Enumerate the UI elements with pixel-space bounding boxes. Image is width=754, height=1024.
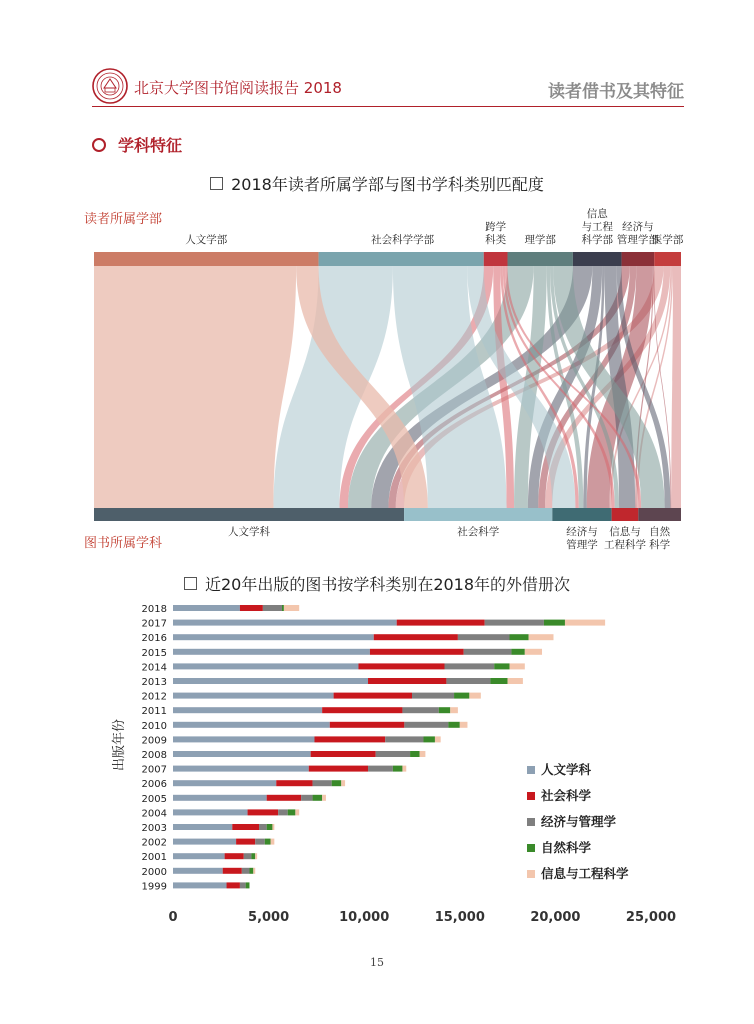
sankey-flows (94, 266, 681, 508)
bar-segment (511, 649, 524, 655)
bar-segment (485, 620, 544, 626)
bar-segment (402, 766, 406, 772)
bar-segment (529, 634, 554, 640)
bar-segment (248, 809, 279, 815)
sankey-top-label: 跨学 科类 (485, 221, 507, 246)
bar-segment (295, 809, 299, 815)
bar-segment (173, 751, 311, 757)
bar-segment (494, 663, 509, 669)
bar-segment (259, 824, 267, 830)
y-tick-label: 2000 (141, 866, 167, 878)
bar-segment (374, 634, 458, 640)
sankey-bottom-node (612, 508, 639, 521)
sankey-top-node (622, 252, 655, 266)
bar-segment (284, 605, 299, 611)
y-tick-label: 2016 (141, 633, 167, 645)
sankey-top-label: 社会科学学部 (371, 234, 435, 246)
x-tick-label: 25,000 (625, 910, 677, 925)
bar-segment (267, 824, 273, 830)
y-axis-title: 出版年份 (112, 718, 127, 772)
bar-segment (225, 853, 244, 859)
bar-segment (510, 634, 529, 640)
sankey-bottom-node (94, 508, 404, 521)
bar-segment (240, 882, 246, 888)
sankey-bottom-label: 社会科学 (457, 526, 500, 538)
sankey-top-node (94, 252, 319, 266)
y-tick-label: 2003 (141, 823, 167, 834)
bar-segment (267, 795, 301, 801)
y-tick-label: 2001 (141, 852, 167, 864)
checkbox-square-icon (184, 577, 197, 590)
y-tick-label: 2018 (141, 604, 167, 615)
bar-segment (385, 736, 423, 742)
x-tick-label: 20,000 (530, 910, 581, 925)
x-tick-label: 15,000 (434, 910, 485, 925)
bar-segment (173, 707, 322, 713)
bar-segment (404, 722, 448, 728)
sankey-title: 2018年读者所属学部与图书学科类别匹配度 (231, 175, 544, 194)
sankey-top-node (319, 252, 484, 266)
bar-segment (173, 634, 374, 640)
bar-segment (255, 853, 257, 859)
bar-segment (223, 868, 242, 874)
bar-segment (370, 649, 464, 655)
y-tick-label: 2004 (141, 808, 167, 820)
x-tick-label: 0 (168, 910, 178, 925)
sankey-top-label: 经济与 管理学部 (616, 221, 659, 246)
bar-segment (368, 678, 446, 684)
legend-swatch (527, 818, 535, 826)
bar-segment (458, 634, 510, 640)
bar-segment (282, 605, 284, 611)
y-tick-label: 1999 (141, 881, 167, 893)
legend-label: 社会科学 (541, 788, 592, 803)
bar-segment (313, 780, 332, 786)
bar-segment (322, 707, 402, 713)
sankey-top-label: 理学部 (524, 234, 556, 246)
bar-segment (173, 620, 397, 626)
sankey-top-label: 医学部 (651, 234, 684, 246)
bar-segment (173, 693, 334, 699)
bar-segment (173, 795, 267, 801)
bar-segment (454, 693, 469, 699)
sankey-bottom-axis-label: 图书所属学科 (84, 536, 163, 551)
bar-segment (232, 824, 259, 830)
bar-segment (265, 839, 271, 845)
bar-segment (255, 839, 265, 845)
bar-segment (173, 663, 358, 669)
sankey-top-node (484, 252, 508, 266)
bar-segment (313, 795, 323, 801)
bar-segment (397, 620, 485, 626)
bar-segment (544, 620, 565, 626)
bar-title-row (0, 572, 754, 595)
sankey-top-node (654, 252, 681, 266)
bar-segment (490, 678, 507, 684)
bar-chart-title: 近20年出版的图书按学科类别在2018年的外借册次 (204, 575, 571, 594)
bar-segment (311, 751, 376, 757)
bar-segment (227, 882, 240, 888)
bar-segment (358, 663, 444, 669)
bar-segment (173, 649, 370, 655)
bar-segment (314, 736, 385, 742)
legend-label: 自然科学 (541, 840, 592, 855)
y-tick-label: 2006 (141, 779, 167, 791)
bar-segment (410, 751, 420, 757)
bar-segment (330, 722, 405, 728)
bar-segment (246, 882, 250, 888)
bar-segment (263, 605, 282, 611)
bar-segment (402, 707, 438, 713)
bar-segment (508, 678, 523, 684)
bar-segment (251, 853, 255, 859)
bar-segment (173, 780, 276, 786)
y-tick-label: 2015 (141, 647, 167, 659)
bar-segment (278, 809, 288, 815)
bar-segment (420, 751, 426, 757)
bar-segment (309, 766, 368, 772)
sankey-flow (671, 266, 681, 508)
bar-segment (173, 605, 240, 611)
bar-segment (173, 853, 225, 859)
bar-segment (412, 693, 454, 699)
y-tick-label: 2007 (141, 764, 167, 776)
bar-segment (272, 824, 274, 830)
bar-segment (322, 795, 326, 801)
bar-segment (271, 839, 275, 845)
y-tick-label: 2010 (141, 720, 167, 732)
sankey-bottom-label: 人文学科 (228, 526, 271, 538)
bar-segment (448, 722, 459, 728)
bar-segment (249, 868, 253, 874)
legend-swatch (527, 766, 535, 774)
bar-segment (439, 707, 450, 713)
sankey-bottom-node (552, 508, 611, 521)
bar-segment (173, 766, 309, 772)
bar-segment (423, 736, 434, 742)
sankey-top-axis-label: 读者所属学部 (84, 212, 163, 227)
bar-segment (341, 780, 345, 786)
y-tick-label: 2002 (141, 837, 167, 849)
sankey-top-node (573, 252, 622, 266)
sankey-flow (94, 266, 296, 508)
sankey-bottom-node (638, 508, 681, 521)
legend-label: 经济与管理学 (541, 814, 617, 829)
bar-segment (368, 766, 393, 772)
legend-swatch (527, 870, 535, 878)
bar-segment (469, 693, 480, 699)
x-tick-label: 10,000 (339, 910, 390, 925)
sankey-bottom-label: 自然 科学 (649, 526, 671, 551)
section-title: 读者借书及其特征 (548, 82, 684, 102)
x-tick-label: 5,000 (248, 910, 290, 925)
bar-segment (173, 722, 330, 728)
y-tick-label: 2011 (141, 706, 167, 718)
bar-segment (510, 663, 525, 669)
bar-segment (446, 678, 490, 684)
bar-segment (240, 605, 263, 611)
bar-segment (332, 780, 342, 786)
y-tick-label: 2017 (141, 618, 167, 630)
bar-segment (393, 766, 403, 772)
y-tick-label: 2005 (141, 793, 167, 805)
bar-segment (445, 663, 495, 669)
y-tick-label: 2008 (141, 750, 167, 761)
bar-segment (464, 649, 512, 655)
bar-segment (288, 809, 296, 815)
y-tick-label: 2014 (141, 662, 167, 674)
bar-segment (253, 868, 255, 874)
bar-segment (334, 693, 412, 699)
bar-segment (173, 839, 236, 845)
bar-segment (244, 853, 252, 859)
sankey-bottom-label: 信息与 工程科学 (603, 526, 646, 551)
bar-segment (450, 707, 458, 713)
bar-segment (173, 882, 227, 888)
stacked-bar-chart (0, 600, 754, 940)
bar-segment (301, 795, 312, 801)
bar-segment (173, 809, 248, 815)
report-title: 北京大学图书馆阅读报告 2018 (134, 79, 342, 97)
sankey-bottom-node (404, 508, 552, 521)
bar-segment (565, 620, 605, 626)
bar-segment (173, 678, 368, 684)
bar-segment (525, 649, 542, 655)
legend-swatch (527, 792, 535, 800)
bar-segment (276, 780, 312, 786)
legend-label: 人文学科 (541, 762, 592, 777)
bar-segment (376, 751, 410, 757)
sankey-top-label: 人文学部 (185, 234, 228, 246)
y-tick-label: 2012 (141, 691, 167, 703)
sankey-top-label: 信息 与工程 科学部 (581, 208, 613, 246)
bar-segment (173, 868, 223, 874)
bar-segment (236, 839, 255, 845)
y-tick-label: 2009 (141, 735, 167, 747)
bar-segment (173, 824, 232, 830)
y-tick-label: 2013 (141, 677, 167, 688)
bar-segment (460, 722, 468, 728)
subsection-title: 学科特征 (118, 136, 183, 155)
sankey-top-node (508, 252, 573, 266)
page-number: 15 (370, 956, 384, 969)
bar-segment (173, 736, 314, 742)
legend-swatch (527, 844, 535, 852)
bar-segment (435, 736, 441, 742)
bar-segment (242, 868, 250, 874)
legend-label: 信息与工程科学 (541, 866, 629, 881)
sankey-bottom-label: 经济与 管理学 (566, 526, 598, 551)
